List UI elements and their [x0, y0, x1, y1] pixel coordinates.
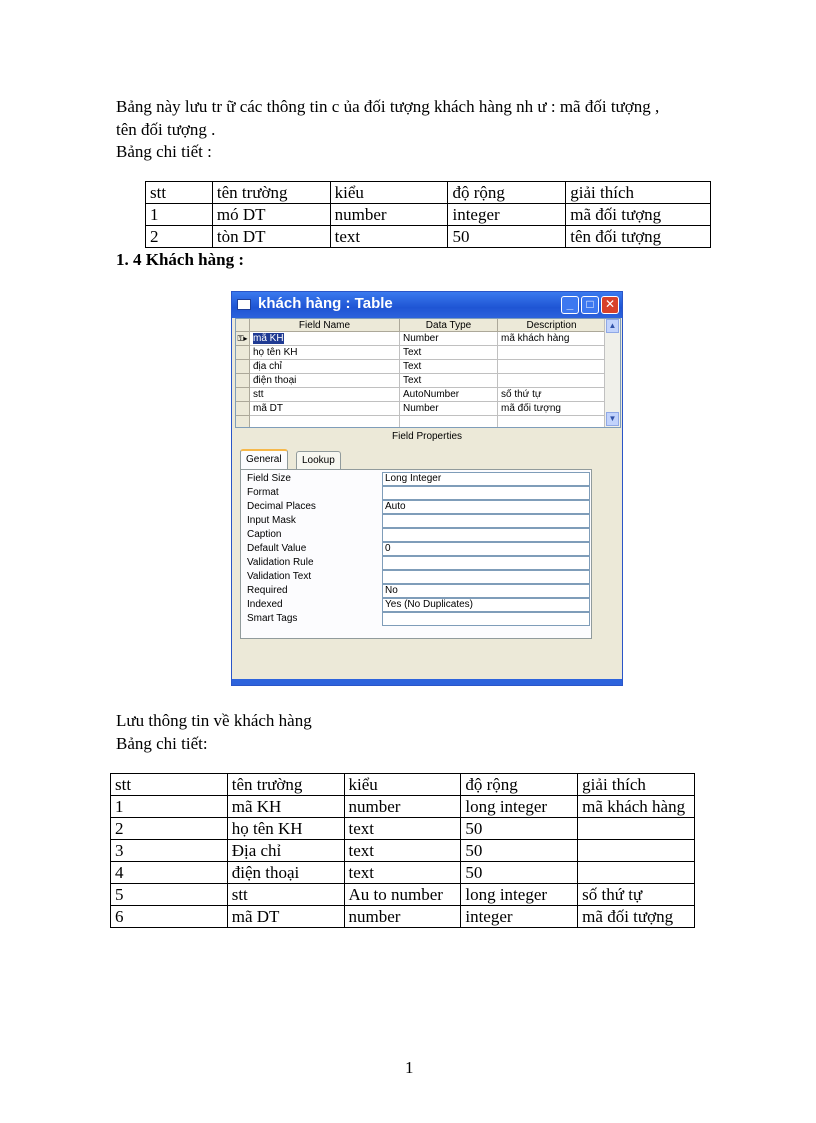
property-value-field[interactable]: [382, 486, 590, 500]
table-header-cell: giải thích: [566, 182, 711, 204]
field-row[interactable]: [236, 402, 606, 416]
property-value-field[interactable]: Yes (No Duplicates): [382, 598, 590, 612]
table-cell: 50: [461, 862, 578, 884]
row-selector[interactable]: [236, 388, 250, 402]
property-value-field[interactable]: [382, 556, 590, 570]
table-header-cell: giải thích: [578, 774, 695, 796]
tab-lookup[interactable]: Lookup: [296, 451, 341, 469]
table-cell: 50: [448, 226, 566, 248]
property-label: Required: [247, 585, 288, 596]
row-selector[interactable]: [236, 402, 250, 416]
property-label: Indexed: [247, 599, 283, 610]
table-row: [111, 840, 695, 862]
table-header-cell: độ rộng: [448, 182, 566, 204]
scroll-down-icon[interactable]: ▼: [606, 412, 619, 426]
table-header-cell: tên trường: [212, 182, 330, 204]
table-header-cell: độ rộng: [461, 774, 578, 796]
field-row[interactable]: [236, 346, 606, 360]
table-cell: mã DT: [227, 906, 344, 928]
table-cell: mã khách hàng: [578, 796, 695, 818]
table-cell: number: [344, 906, 461, 928]
property-label: Default Value: [247, 543, 307, 554]
row-selector[interactable]: [236, 346, 250, 360]
property-value-field[interactable]: [382, 514, 590, 528]
field-name-cell[interactable]: địa chỉ: [250, 360, 400, 374]
data-type-cell[interactable]: [400, 416, 498, 428]
table-cell: mó DT: [212, 204, 330, 226]
table-header-cell: stt: [146, 182, 213, 204]
table-header-row: [146, 182, 711, 204]
table-cell: 1: [111, 796, 228, 818]
table-row: [111, 796, 695, 818]
data-type-cell[interactable]: Number: [400, 402, 498, 416]
after-line-2: Bảng chi tiết:: [116, 734, 208, 753]
property-label: Field Size: [247, 473, 291, 484]
field-name-cell[interactable]: mã KH: [250, 332, 400, 346]
intro-line-1: Bảng này lưu tr ữ các thông tin c ủa đối tượng khách hàng nh ư : mã đối tượng ,: [116, 97, 660, 116]
table-row: [111, 906, 695, 928]
table-cell: số thứ tự: [578, 884, 695, 906]
table-cell: [578, 818, 695, 840]
close-button[interactable]: ✕: [601, 296, 619, 314]
table-header-cell: kiểu: [330, 182, 448, 204]
property-value-field[interactable]: Long Integer: [382, 472, 590, 486]
window-bottom-border: [232, 679, 622, 685]
property-label: Validation Rule: [247, 557, 314, 568]
section-heading: 1. 4 Khách hàng :: [116, 250, 244, 269]
table-cell: 2: [111, 818, 228, 840]
table-cell: [578, 840, 695, 862]
field-row[interactable]: [236, 332, 606, 346]
field-name-cell[interactable]: họ tên KH: [250, 346, 400, 360]
field-row[interactable]: [236, 388, 606, 402]
table-cell: long integer: [461, 884, 578, 906]
data-type-cell[interactable]: Text: [400, 346, 498, 360]
description-cell[interactable]: mã khách hàng: [498, 332, 606, 346]
table-cell: 50: [461, 818, 578, 840]
after-line-1: Lưu thông tin về khách hàng: [116, 711, 312, 730]
table-cell: number: [330, 204, 448, 226]
table-row: [111, 884, 695, 906]
intro-line-3: Bảng chi tiết :: [116, 142, 212, 161]
table-cell: 4: [111, 862, 228, 884]
field-properties-panel: [240, 469, 592, 639]
table-cell: integer: [448, 204, 566, 226]
table-cell: điện thoại: [227, 862, 344, 884]
table-cell: tòn DT: [212, 226, 330, 248]
detail-table-2: [110, 773, 695, 928]
table-cell: number: [344, 796, 461, 818]
table-icon: [237, 299, 251, 310]
table-cell: mã KH: [227, 796, 344, 818]
description-cell[interactable]: mã đối tượng: [498, 402, 606, 416]
property-value-field[interactable]: [382, 528, 590, 542]
row-selector[interactable]: [236, 360, 250, 374]
field-properties-label: Field Properties: [391, 431, 463, 442]
detail-table-1: [145, 181, 711, 248]
description-cell[interactable]: [498, 416, 606, 428]
maximize-button[interactable]: □: [581, 296, 599, 314]
table-cell: 5: [111, 884, 228, 906]
table-cell: tên đối tượng: [566, 226, 711, 248]
table-cell: integer: [461, 906, 578, 928]
field-row-empty[interactable]: [236, 416, 606, 428]
property-label: Input Mask: [247, 515, 296, 526]
description-cell[interactable]: số thứ tự: [498, 388, 606, 402]
field-name-cell[interactable]: [250, 416, 400, 428]
data-type-cell[interactable]: AutoNumber: [400, 388, 498, 402]
table-cell: 6: [111, 906, 228, 928]
property-label: Validation Text: [247, 571, 312, 582]
table-cell: họ tên KH: [227, 818, 344, 840]
property-value-field[interactable]: [382, 612, 590, 626]
field-row[interactable]: [236, 360, 606, 374]
table-row: [146, 226, 711, 248]
table-cell: 1: [146, 204, 213, 226]
table-row: [146, 204, 711, 226]
table-header-row: [111, 774, 695, 796]
description-cell[interactable]: [498, 346, 606, 360]
field-name-cell[interactable]: mã DT: [250, 402, 400, 416]
primary-key-icon[interactable]: ⚿▸: [236, 332, 250, 346]
table-cell: long integer: [461, 796, 578, 818]
property-value-field[interactable]: [382, 570, 590, 584]
description-cell[interactable]: [498, 360, 606, 374]
table-cell: stt: [227, 884, 344, 906]
table-row: [111, 862, 695, 884]
field-row[interactable]: [236, 374, 606, 388]
column-header-data-type[interactable]: Data Type: [400, 319, 498, 332]
row-selector[interactable]: [236, 416, 250, 428]
property-value-field[interactable]: Auto: [382, 500, 590, 514]
description-cell[interactable]: [498, 374, 606, 388]
page-number: 1: [405, 1058, 414, 1077]
table-cell: Au to number: [344, 884, 461, 906]
window-titlebar[interactable]: [232, 292, 622, 318]
table-header-cell: stt: [111, 774, 228, 796]
row-selector[interactable]: [236, 374, 250, 388]
property-label: Format: [247, 487, 279, 498]
table-cell: Địa chỉ: [227, 840, 344, 862]
table-cell: mã đối tượng: [566, 204, 711, 226]
intro-line-2: tên đối tượng .: [116, 120, 216, 139]
table-cell: 3: [111, 840, 228, 862]
data-type-cell[interactable]: Text: [400, 360, 498, 374]
grid-corner: [236, 319, 250, 332]
property-label: Decimal Places: [247, 501, 316, 512]
table-cell: 2: [146, 226, 213, 248]
data-type-cell[interactable]: Number: [400, 332, 498, 346]
column-header-description[interactable]: Description: [498, 319, 606, 332]
access-table-window[interactable]: [231, 291, 623, 686]
table-header-cell: kiểu: [344, 774, 461, 796]
column-header-field-name[interactable]: Field Name: [250, 319, 400, 332]
table-cell: mã đối tượng: [578, 906, 695, 928]
table-cell: text: [344, 862, 461, 884]
minimize-button[interactable]: _: [561, 296, 579, 314]
data-type-cell[interactable]: Text: [400, 374, 498, 388]
table-cell: text: [344, 840, 461, 862]
table-cell: 50: [461, 840, 578, 862]
field-name-cell[interactable]: điện thoại: [250, 374, 400, 388]
scroll-up-icon[interactable]: ▲: [606, 319, 619, 333]
tab-general[interactable]: General: [240, 449, 288, 469]
table-row: [111, 818, 695, 840]
vertical-scrollbar[interactable]: [604, 319, 620, 427]
table-header-cell: tên trường: [227, 774, 344, 796]
table-cell: text: [330, 226, 448, 248]
field-grid[interactable]: [235, 318, 621, 428]
property-label: Smart Tags: [247, 613, 298, 624]
table-cell: text: [344, 818, 461, 840]
table-cell: [578, 862, 695, 884]
window-title: khách hàng : Table: [258, 295, 393, 312]
property-value-field[interactable]: No: [382, 584, 590, 598]
property-label: Caption: [247, 529, 282, 540]
field-name-cell[interactable]: stt: [250, 388, 400, 402]
property-value-field[interactable]: 0: [382, 542, 590, 556]
